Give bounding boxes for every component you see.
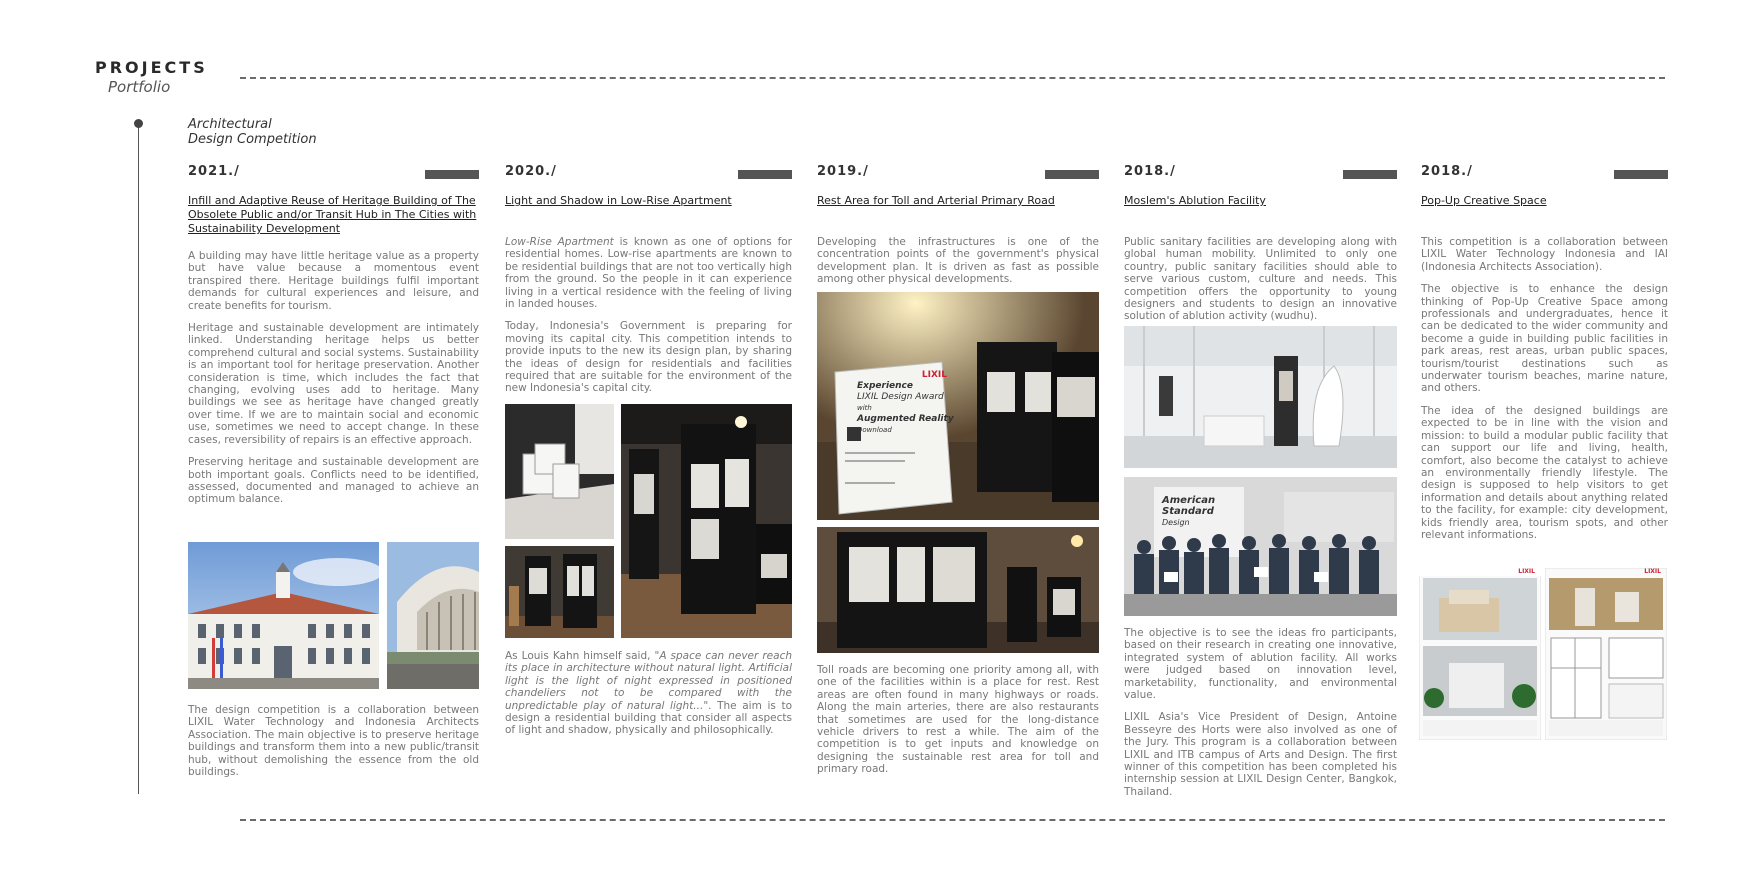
- project-column-2021-bottom: [188, 704, 479, 788]
- banner-line: American: [1162, 495, 1216, 506]
- project-title: Light and Shadow in Low-Rise Apartment: [505, 194, 732, 207]
- section-label-line2: Design Competition: [188, 132, 317, 147]
- project-paragraph: A building may have little heritage value as a property but have value because a momentous event transpired there. Heritage buildings fulfil important demands for cultural experiences and leisure, and create benefits for tourism.: [188, 250, 479, 312]
- project-column-2018-ablution: [1124, 164, 1397, 333]
- year-label: 2018./: [1421, 164, 1473, 179]
- year-bar: [1343, 170, 1397, 179]
- sign-line: Augmented Reality: [857, 414, 954, 424]
- year-header: [188, 164, 479, 184]
- project-column-2018-ablution-bottom: [1124, 627, 1397, 808]
- portfolio-subtitle: Portfolio: [108, 78, 171, 96]
- project-paragraph: The objective is to see the ideas fro participants, based on their research in creating one innovative, integrated system of ablution facility. All works were judged based on innovation level, marketability, functionality, and environmental value.: [1124, 627, 1397, 702]
- project-column-2020: [505, 164, 792, 405]
- sign-brand: LIXIL: [921, 370, 947, 380]
- project-paragraph: Public sanitary facilities are developing along with global human mobility. Unlimited to only one country, public sanitary facilities should able to serve various custom, culture and needs. This competition offers the opportunity to young designers and students to design an innovative solution of ablution activity (wudhu).: [1124, 236, 1397, 323]
- project-title: Pop-Up Creative Space: [1421, 194, 1547, 207]
- sign-line: LIXIL Design Award: [857, 392, 944, 402]
- award-sign-text: [857, 370, 954, 436]
- group-photo: [1124, 477, 1397, 616]
- year-bar: [1045, 170, 1099, 179]
- project-paragraph: [505, 236, 792, 310]
- award-sign-photo: [817, 292, 1099, 520]
- section-label: [188, 117, 317, 147]
- station-photo: [387, 542, 479, 689]
- banner-line: Design: [1162, 518, 1190, 527]
- project-title: Moslem's Ablution Facility: [1124, 194, 1266, 207]
- portfolio-heading: PROJECTS: [95, 58, 208, 77]
- project-column-2019: [817, 164, 1099, 296]
- design-board-right: [1545, 568, 1667, 740]
- project-paragraph: The idea of the designed buildings are expected to be in line with the vision and mission: to build a modular public facility that can support our life and living, health, comfort, also become the catalyst to achieve an environmentally friendly lifestyle. The design is supposed to help visitors to get information and details about anything related to the facility, for example: city development, kids friendly area, tourism spots, and other relevant informations.: [1421, 404, 1668, 541]
- paragraph-text: As Louis Kahn himself said,: [505, 650, 655, 662]
- timeline-dot: [134, 119, 143, 128]
- ablution-exhibit-photo: [1124, 326, 1397, 468]
- paragraph-text: is known as one of options for residential homes. Low-rise apartments are known to be residential buildings that are not too vertically high from the ground. So the people in it can experience living in a vertical residence with the feeling of living in landed houses.: [505, 236, 793, 311]
- year-bar: [1614, 170, 1668, 179]
- exhibition-hall-photo: [505, 546, 614, 638]
- timeline-line: [138, 124, 139, 794]
- kahn-quote: "A space can never reach its place in architecture without natural light. Artificial light is the light of night expressed in positioned chandeliers not to be compared with the unpredictable play of natural light...": [505, 650, 792, 712]
- year-label: 2018./: [1124, 164, 1176, 179]
- heritage-building-photo: [188, 542, 379, 689]
- project-paragraph: The objective is to enhance the design thinking of Pop-Up Creative Space among professionals and undergraduates, hence it can be dedicated to the wider community and become a guide in building public facilities in park areas, rest areas, urban public spaces, tourism/tourist destinations such as underwater tourism beaches, marine nature, and others.: [1421, 283, 1668, 395]
- design-board-left: [1419, 568, 1541, 740]
- sign-line: Experience: [857, 381, 913, 391]
- sign-line: Download: [857, 426, 892, 434]
- project-title: Infill and Adaptive Reuse of Heritage Building of The Obsolete Public and/or Transit Hub in The Cities with Sustainability Development: [188, 194, 477, 235]
- year-bar: [738, 170, 792, 179]
- project-paragraph: Heritage and sustainable development are intimately linked. Understanding heritage helps us better comprehend cultural and social systems. Sustainability is an important tool for heritage preservation. Another consideration is time, which includes the fact that changing, evolving uses add to heritage. Many buildings we see as heritage have changed greatly over time. If we are to maintain social and economic use, sometimes we need to accept change. In these cases, reversibility of repairs is an effective approach.: [188, 322, 479, 446]
- project-paragraph: Today, Indonesia's Government is preparing for moving its capital city. This competition intends to provide inputs to the new its design plan, by sharing the ideas of design for residentials and facilities required that are suitable for the environment of the new Indonesia's capital city.: [505, 320, 792, 395]
- italic-phrase: Low-Rise Apartment: [505, 236, 614, 248]
- project-paragraph: The design competition is a collaboration between LIXIL Water Technology and Indonesia Architects Association. The main objective is to preserve heritage buildings and transform them into a new public/transit hub, without demolishing the essence from the old buildings.: [188, 704, 479, 779]
- exhibition-tower-photo: [621, 404, 792, 638]
- banner-text: [1162, 495, 1215, 528]
- project-paragraph: Preserving heritage and sustainable development are both important goals. Conflicts need to be identified, assessed, documented and managed to achieve an optimum balance.: [188, 456, 479, 506]
- exhibition-panels-photo: [817, 527, 1099, 653]
- project-paragraph: Toll roads are becoming one priority among all, with one of the facilities within is a place for rest. Rest areas are often found in many highways or roads. Along the main arteries, there are also restaurants that sometimes are used for the long-distance vehicle drivers to rest a while. The aim of the competition is to get inputs and knowledge on designing the sustainable rest area for toll and primary road.: [817, 664, 1099, 776]
- year-bar: [425, 170, 479, 179]
- model-photo: [505, 404, 614, 539]
- year-header: [1421, 164, 1668, 184]
- year-header: [817, 164, 1099, 184]
- year-label: 2019./: [817, 164, 869, 179]
- sign-line: with: [857, 404, 872, 412]
- banner-line: Standard: [1162, 506, 1214, 517]
- project-paragraph: This competition is a collaboration between LIXIL Water Technology Indonesia and IAI (Indonesia Architects Association).: [1421, 236, 1668, 273]
- paragraph-text: . The aim is to design a residential building that consider all aspects of light and shadow, physically and philosophically.: [505, 699, 792, 737]
- project-column-2018-popup: [1421, 164, 1668, 551]
- year-label: 2021./: [188, 164, 240, 179]
- bottom-dashed-divider: [240, 819, 1665, 821]
- project-column-2019-bottom: [817, 664, 1099, 786]
- project-column-2021: [188, 164, 479, 516]
- board-logo: LIXIL: [1518, 568, 1535, 575]
- project-title: Rest Area for Toll and Arterial Primary Road: [817, 194, 1055, 207]
- top-dashed-divider: [240, 77, 1665, 79]
- year-label: 2020./: [505, 164, 557, 179]
- section-label-line1: Architectural: [188, 117, 272, 132]
- project-paragraph: Developing the infrastructures is one of the concentration points of the government's physical development plan. It is driven as fast as possible among other physical developments.: [817, 236, 1099, 286]
- year-header: [505, 164, 792, 184]
- project-column-2020-bottom: [505, 650, 792, 747]
- year-header: [1124, 164, 1397, 184]
- project-paragraph: [505, 650, 792, 737]
- board-logo: LIXIL: [1644, 568, 1661, 575]
- project-paragraph: LIXIL Asia's Vice President of Design, Antoine Besseyre des Horts were also involved as one of the Jury. This program is a collaboration between LIXIL and ITB campus of Arts and Design. The first winner of this competition has been completed his internship session at LIXIL Design Center, Bangkok, Thailand.: [1124, 711, 1397, 798]
